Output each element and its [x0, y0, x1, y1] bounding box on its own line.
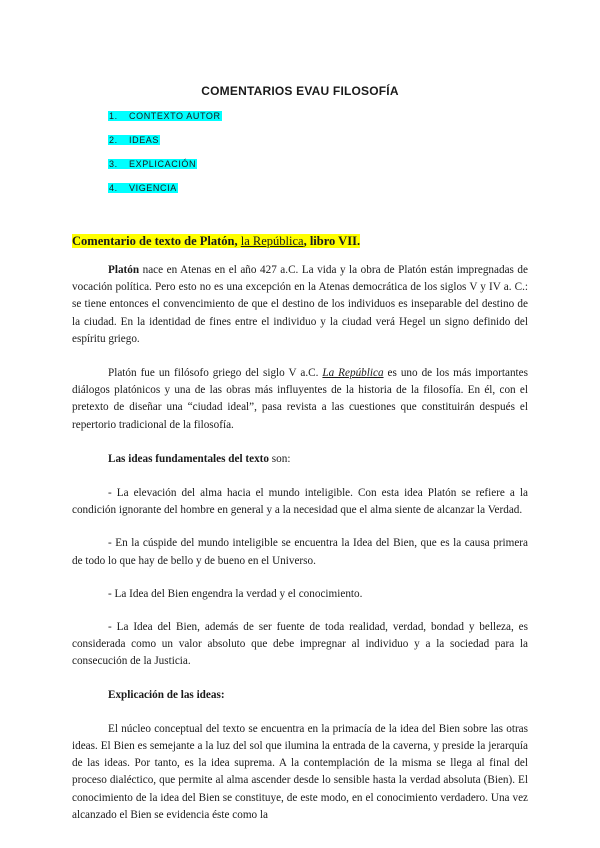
intro-paragraph-2-start: Platón fue un filósofo griego del siglo V a.C. — [108, 367, 323, 380]
toc-item-label: IDEAS — [129, 135, 160, 145]
toc-item — [108, 134, 222, 147]
intro-paragraph-1 — [72, 262, 528, 348]
idea-item: - La Idea del Bien engendra la verdad y el conocimiento. — [108, 587, 363, 600]
ideas-heading-rest: son: — [268, 452, 291, 465]
ideas-heading — [72, 451, 528, 468]
heading-book-title: la República — [240, 234, 304, 248]
explicacion-paragraph: El núcleo conceptual del texto se encuentra en la primacía de la idea del Bien sobre las otras ideas. El Bien es semejante a la luz del sol que ilumina la entrada de la caverna, y preside la jerarquía de las ideas. Por tanto, es la idea suprema. A la contemplación de la misma se llega al final del proceso dialéctico, que permite al alma ascender desde lo sensible hasta la verdad absoluta (Bien). El conocimiento de la idea del Bien se constituye, de este modo, en el conocimiento verdadero. Una vez alcanzado el Bien se evidencia éste como la — [72, 722, 528, 821]
toc-item-number: 4. — [109, 183, 118, 193]
toc-item — [108, 158, 222, 171]
heading-suffix: , libro VII. — [303, 234, 361, 248]
author-name: Platón — [108, 264, 140, 276]
toc-item — [108, 110, 222, 123]
idea-item: - La elevación del alma hacia el mundo inteligible. Con esta idea Platón se refiere a la condición ignorante del hombre en general y a la necesidad que el alma siente de alcanzar la Verdad. — [72, 487, 528, 517]
toc-item-number: 3. — [109, 159, 118, 169]
intro-paragraph-1-text: nace en Atenas en el año 427 a.C. La vida y la obra de Platón están impregnadas de vocación política. Pero esto no es una excepción en la Atenas democrática de los siglos V y IV a. C.: se tiene entonces el convencimiento de que el destino de los individuos es inseparable del destino de la ciudad. En la identidad de fines entre el individuo y la ciudad verá Hegel un signo definido del espíritu griego. — [72, 264, 528, 345]
document-title: COMENTARIOS EVAU FILOSOFÍA — [201, 84, 399, 98]
intro-paragraph-2-rest: es uno de los más importantes diálogos platónicos y una de las obras más influyentes de la historia de la filosofía. En él, con el pretexto de diseñar una “ciudad ideal”, pasa revista a las cuestiones que constituirán después el repertorio tradicional de la filosofía. — [72, 367, 528, 431]
toc-item-number: 2. — [109, 135, 118, 145]
intro-paragraph-2 — [72, 365, 528, 434]
document-body — [72, 262, 528, 841]
explicacion-heading — [72, 687, 528, 704]
toc-item-number: 1. — [109, 111, 118, 121]
toc-item-label: CONTEXTO AUTOR — [129, 111, 221, 121]
idea-item: - En la cúspide del mundo inteligible se encuentra la Idea del Bien, que es la causa primera de todo lo que hay de bello y de bueno en el Universo. — [72, 537, 528, 567]
ideas-heading-bold: Las ideas fundamentales del texto — [108, 452, 269, 465]
toc-item-label: VIGENCIA — [129, 183, 177, 193]
explicacion-heading-text: Explicación de las ideas: — [108, 688, 225, 701]
idea-item: - La Idea del Bien, además de ser fuente de toda realidad, verdad, bondad y belleza, es considerada como un valor absoluto que debe impregnar al individuo y a la sociedad para la consecución de la Justicia. — [72, 621, 528, 668]
toc-item-label: EXPLICACIÓN — [129, 159, 197, 169]
section-heading — [72, 234, 360, 249]
table-of-contents — [108, 110, 222, 206]
toc-item — [108, 182, 222, 195]
book-title-inline: La República — [322, 367, 384, 380]
heading-prefix: Comentario de texto de Platón, — [72, 234, 238, 248]
